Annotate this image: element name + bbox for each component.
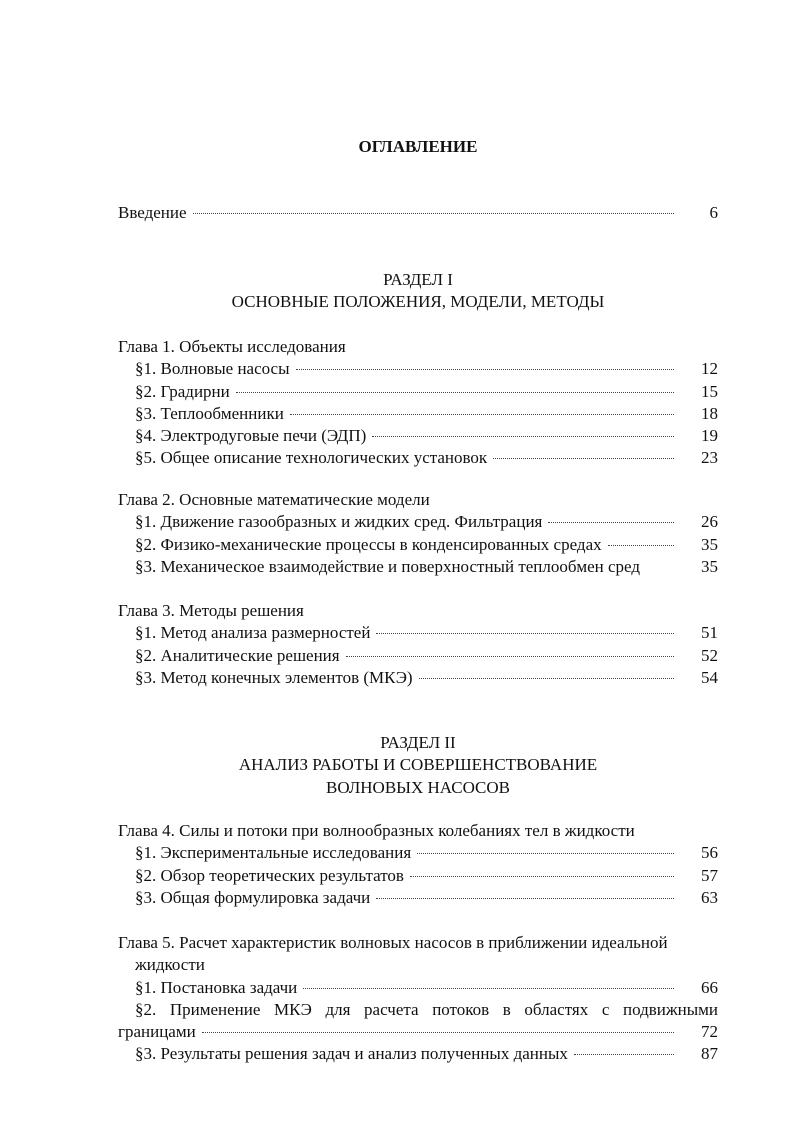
dot-leader [548, 522, 674, 523]
chapter-title[interactable]: Глава 4. Силы и потоки при волнообразных колебаниях тел в жидкости [118, 821, 635, 840]
toc-entry[interactable] [118, 447, 718, 469]
toc-entry[interactable] [118, 667, 718, 689]
dot-leader [202, 1032, 674, 1033]
toc-page-number: 87 [701, 1044, 718, 1064]
toc-entry[interactable] [118, 622, 718, 644]
toc-page-number: 51 [701, 623, 718, 643]
dot-leader [608, 545, 674, 546]
dot-leader [296, 369, 674, 370]
toc-entry[interactable] [118, 1021, 718, 1043]
toc-entry-label: §1. Волновые насосы [135, 359, 290, 379]
dot-leader [236, 392, 674, 393]
dot-leader [193, 213, 674, 214]
dot-leader [372, 436, 674, 437]
dot-leader [419, 678, 674, 679]
toc-page-number: 57 [701, 865, 718, 885]
chapter-title[interactable]: Глава 1. Объекты исследования [118, 337, 346, 356]
toc-entry-label: §2. Аналитические решения [135, 645, 340, 665]
dot-leader [376, 633, 674, 634]
section-number: РАЗДЕЛ II [380, 733, 456, 752]
toc-entry[interactable] [118, 645, 718, 667]
chapter-2 [118, 489, 718, 578]
toc-entry-label: §2. Физико-механические процессы в конденсированных средах [135, 534, 602, 554]
page-title: ОГЛАВЛЕНИЕ [358, 137, 478, 156]
toc-entry[interactable] [118, 358, 718, 380]
section-title: ВОЛНОВЫХ НАСОСОВ [325, 777, 511, 797]
toc-entry[interactable] [118, 425, 718, 447]
toc-entry-label: §1. Движение газообразных и жидких сред. Фильтрация [135, 512, 543, 532]
toc-page-number: 6 [709, 203, 718, 222]
toc-page-number: 26 [701, 512, 718, 532]
section-1-heading [118, 269, 718, 314]
toc-entry-label: §1. Постановка задачи [135, 977, 298, 997]
toc-entry-label-continued: границами [118, 1022, 196, 1042]
toc-page-number: 54 [701, 667, 718, 687]
toc-entry[interactable] [118, 534, 718, 556]
toc-entry[interactable] [118, 977, 718, 999]
toc-entry-label: §2. Обзор теоретических результатов [135, 865, 404, 885]
toc-entry-intro[interactable] [118, 202, 718, 224]
toc-entry[interactable] [118, 1043, 718, 1065]
toc-page-number: 52 [701, 645, 718, 665]
toc-entry[interactable] [118, 511, 718, 533]
toc-page-number: 12 [701, 359, 718, 379]
toc-entry-label: §5. Общее описание технологических установок [135, 448, 488, 468]
toc-entry-label: §1. Экспериментальные исследования [135, 843, 412, 863]
toc-entry-label: Введение [118, 203, 187, 222]
toc-page-number: 23 [701, 448, 718, 468]
dot-leader [303, 988, 674, 989]
chapter-title[interactable]: Глава 3. Методы решения [118, 601, 304, 620]
dot-leader [493, 458, 674, 459]
dot-leader [417, 853, 674, 854]
toc-entry-label: §3. Механическое взаимодействие и поверхностный теплообмен сред [135, 556, 641, 576]
toc-entry-label[interactable]: §2. Применение МКЭ для расчета потоков в областях с подвижными [135, 999, 718, 1019]
chapter-title-continued: жидкости [135, 955, 205, 975]
toc-entry-label: §3. Общая формулировка задачи [135, 887, 371, 907]
section-2-heading [118, 732, 718, 799]
dot-leader [410, 876, 674, 877]
chapter-5 [118, 932, 718, 1066]
toc-page-number: 63 [701, 887, 718, 907]
toc-page-number: 56 [701, 843, 718, 863]
toc-entry-label: §1. Метод анализа размерностей [135, 623, 371, 643]
toc-page-number: 66 [701, 977, 718, 997]
chapter-3 [118, 600, 718, 689]
chapter-title[interactable]: Глава 5. Расчет характеристик волновых насосов в приближении идеальной [118, 933, 668, 952]
toc-page-number: 35 [701, 556, 718, 576]
toc-entry-label: §3. Теплообменники [135, 403, 284, 423]
section-title: АНАЛИЗ РАБОТЫ И СОВЕРШЕНСТВОВАНИЕ [238, 755, 598, 775]
toc-entry-label: §3. Метод конечных элементов (МКЭ) [135, 667, 413, 687]
toc-page-number: 19 [701, 426, 718, 446]
toc-page-number: 15 [701, 381, 718, 401]
toc-page-number: 72 [701, 1022, 718, 1042]
toc-entry[interactable] [118, 842, 718, 864]
toc-entry-label: §2. Градирни [135, 381, 230, 401]
section-title: ОСНОВНЫЕ ПОЛОЖЕНИЯ, МОДЕЛИ, МЕТОДЫ [231, 292, 605, 312]
chapter-1 [118, 336, 718, 470]
toc-page-number: 35 [701, 534, 718, 554]
toc-entry[interactable] [118, 865, 718, 887]
toc-entry-label: §3. Результаты решения задач и анализ полученных данных [135, 1044, 568, 1064]
chapter-title[interactable]: Глава 2. Основные математические модели [118, 490, 430, 509]
dot-leader [574, 1054, 674, 1055]
toc-entry-label: §4. Электродуговые печи (ЭДП) [135, 426, 367, 446]
toc-entry[interactable] [118, 403, 718, 425]
dot-leader [376, 898, 674, 899]
toc-entry[interactable] [118, 556, 718, 578]
toc-entry[interactable] [118, 887, 718, 909]
dot-leader [290, 414, 674, 415]
section-number: РАЗДЕЛ I [383, 270, 453, 289]
toc-page-number: 18 [701, 403, 718, 423]
toc-entry[interactable] [118, 381, 718, 403]
dot-leader [346, 656, 674, 657]
chapter-4 [118, 820, 718, 909]
